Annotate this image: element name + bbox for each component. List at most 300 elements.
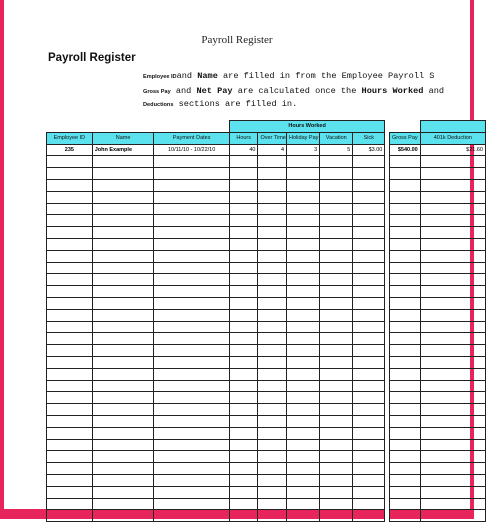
table-cell[interactable] (389, 156, 420, 168)
table-cell[interactable] (420, 238, 485, 250)
table-cell[interactable] (320, 498, 353, 510)
table-cell[interactable] (229, 297, 258, 309)
table-cell[interactable] (420, 463, 485, 475)
table-cell[interactable] (229, 345, 258, 357)
table-cell[interactable] (47, 463, 93, 475)
table-cell[interactable] (389, 368, 420, 380)
table-cell[interactable] (154, 297, 229, 309)
table-cell[interactable] (420, 392, 485, 404)
table-cell[interactable] (47, 451, 93, 463)
table-cell[interactable] (47, 250, 93, 262)
table-cell[interactable] (229, 510, 258, 522)
table-cell[interactable]: 3 (287, 144, 320, 156)
table-cell[interactable] (353, 392, 385, 404)
table-cell[interactable] (92, 309, 154, 321)
table-cell[interactable] (92, 415, 154, 427)
table-cell[interactable] (389, 486, 420, 498)
table-cell[interactable] (47, 262, 93, 274)
table-cell[interactable] (420, 262, 485, 274)
table-cell[interactable] (353, 168, 385, 180)
table-cell[interactable] (47, 345, 93, 357)
table-cell[interactable] (320, 392, 353, 404)
table-cell[interactable] (287, 250, 320, 262)
table-cell[interactable] (420, 179, 485, 191)
table-cell[interactable] (420, 486, 485, 498)
table-cell[interactable] (320, 309, 353, 321)
table-cell[interactable] (229, 486, 258, 498)
table-cell[interactable] (353, 345, 385, 357)
table-cell[interactable] (258, 250, 287, 262)
table-cell[interactable] (287, 463, 320, 475)
table-cell[interactable] (420, 274, 485, 286)
table-cell[interactable] (47, 179, 93, 191)
table-cell[interactable] (353, 215, 385, 227)
table-cell[interactable] (229, 404, 258, 416)
table-cell[interactable] (258, 274, 287, 286)
table-cell[interactable] (154, 451, 229, 463)
table-cell[interactable] (389, 356, 420, 368)
table-cell[interactable] (353, 250, 385, 262)
table-cell[interactable] (389, 179, 420, 191)
table-cell[interactable] (389, 321, 420, 333)
table-cell[interactable] (229, 368, 258, 380)
table-cell[interactable] (287, 415, 320, 427)
table-cell[interactable] (229, 474, 258, 486)
table-cell[interactable] (287, 227, 320, 239)
table-cell[interactable] (47, 286, 93, 298)
table-cell[interactable] (47, 203, 93, 215)
table-cell[interactable] (154, 368, 229, 380)
table-cell[interactable] (229, 191, 258, 203)
table-cell[interactable] (320, 156, 353, 168)
table-cell[interactable] (287, 474, 320, 486)
table-cell[interactable]: John Example (92, 144, 154, 156)
table-cell[interactable] (353, 356, 385, 368)
table-cell[interactable] (92, 274, 154, 286)
table-cell[interactable] (420, 156, 485, 168)
table-cell[interactable] (92, 427, 154, 439)
table-cell[interactable] (320, 510, 353, 522)
table-cell[interactable] (47, 404, 93, 416)
table-cell[interactable] (154, 463, 229, 475)
table-cell[interactable] (229, 250, 258, 262)
table-cell[interactable] (353, 439, 385, 451)
table-cell[interactable] (258, 451, 287, 463)
table-cell[interactable] (47, 392, 93, 404)
table-cell[interactable] (287, 215, 320, 227)
table-cell[interactable] (229, 321, 258, 333)
table-cell[interactable] (420, 427, 485, 439)
table-cell[interactable] (258, 286, 287, 298)
table-cell[interactable] (258, 463, 287, 475)
table-cell[interactable] (258, 156, 287, 168)
table-cell[interactable] (420, 203, 485, 215)
table-cell[interactable] (92, 297, 154, 309)
table-cell[interactable] (320, 451, 353, 463)
table-cell[interactable] (420, 333, 485, 345)
table-cell[interactable] (154, 486, 229, 498)
table-cell[interactable] (258, 238, 287, 250)
table-cell[interactable] (320, 333, 353, 345)
table-cell[interactable] (353, 486, 385, 498)
table-cell[interactable] (287, 238, 320, 250)
table-cell[interactable] (320, 250, 353, 262)
table-cell[interactable] (320, 368, 353, 380)
table-cell[interactable] (154, 309, 229, 321)
table-cell[interactable] (287, 179, 320, 191)
table-cell[interactable] (258, 168, 287, 180)
table-cell[interactable] (154, 380, 229, 392)
table-cell[interactable] (389, 297, 420, 309)
table-cell[interactable] (320, 380, 353, 392)
table-cell[interactable] (47, 415, 93, 427)
table-cell[interactable] (92, 486, 154, 498)
table-cell[interactable] (320, 274, 353, 286)
table-cell[interactable] (287, 168, 320, 180)
table-cell[interactable] (420, 474, 485, 486)
table-cell[interactable] (47, 368, 93, 380)
table-cell[interactable] (389, 345, 420, 357)
table-cell[interactable] (389, 451, 420, 463)
table-cell[interactable] (47, 486, 93, 498)
table-cell[interactable] (47, 156, 93, 168)
table-cell[interactable] (229, 156, 258, 168)
table-cell[interactable] (154, 498, 229, 510)
table-cell[interactable] (92, 333, 154, 345)
table-cell[interactable] (420, 227, 485, 239)
table-cell[interactable] (420, 215, 485, 227)
table-cell[interactable] (154, 356, 229, 368)
table-cell[interactable] (353, 474, 385, 486)
table-cell[interactable] (47, 333, 93, 345)
table-cell[interactable] (287, 510, 320, 522)
table-cell[interactable] (258, 191, 287, 203)
table-cell[interactable] (154, 427, 229, 439)
table-cell[interactable] (154, 250, 229, 262)
table-cell[interactable] (92, 262, 154, 274)
table-cell[interactable] (389, 380, 420, 392)
table-cell[interactable] (229, 215, 258, 227)
table-cell[interactable]: 40 (229, 144, 258, 156)
table-cell[interactable] (389, 510, 420, 522)
table-cell[interactable] (389, 415, 420, 427)
table-cell[interactable] (47, 297, 93, 309)
table-cell[interactable] (389, 238, 420, 250)
table-cell[interactable] (287, 486, 320, 498)
table-cell[interactable] (287, 262, 320, 274)
table-cell[interactable] (320, 191, 353, 203)
table-cell[interactable] (420, 297, 485, 309)
table-cell[interactable] (420, 368, 485, 380)
table-cell[interactable] (353, 463, 385, 475)
table-cell[interactable] (47, 238, 93, 250)
table-cell[interactable] (353, 333, 385, 345)
table-cell[interactable] (47, 474, 93, 486)
table-cell[interactable] (320, 215, 353, 227)
table-cell[interactable] (229, 203, 258, 215)
table-cell[interactable] (420, 356, 485, 368)
table-cell[interactable] (353, 309, 385, 321)
table-cell[interactable] (92, 250, 154, 262)
table-cell[interactable] (420, 309, 485, 321)
table-cell[interactable] (353, 203, 385, 215)
table-cell[interactable] (154, 415, 229, 427)
table-cell[interactable] (47, 356, 93, 368)
table-cell[interactable] (92, 380, 154, 392)
table-cell[interactable] (92, 215, 154, 227)
table-cell[interactable] (320, 415, 353, 427)
table-cell[interactable] (92, 404, 154, 416)
table-cell[interactable] (320, 262, 353, 274)
table-cell[interactable] (287, 451, 320, 463)
table-cell[interactable] (353, 498, 385, 510)
table-cell[interactable] (47, 427, 93, 439)
table-cell[interactable] (420, 439, 485, 451)
table-cell[interactable] (287, 321, 320, 333)
table-cell[interactable] (154, 191, 229, 203)
table-cell[interactable] (320, 404, 353, 416)
table-cell[interactable] (154, 215, 229, 227)
table-cell[interactable] (420, 286, 485, 298)
table-cell[interactable] (287, 156, 320, 168)
table-cell[interactable] (420, 168, 485, 180)
table-cell[interactable] (92, 356, 154, 368)
table-cell[interactable] (353, 297, 385, 309)
table-cell[interactable] (353, 179, 385, 191)
table-cell[interactable] (287, 498, 320, 510)
table-cell[interactable] (287, 439, 320, 451)
table-cell[interactable] (389, 215, 420, 227)
table-cell[interactable] (353, 451, 385, 463)
table-cell[interactable] (353, 274, 385, 286)
table-cell[interactable] (47, 168, 93, 180)
table-cell[interactable] (47, 439, 93, 451)
table-cell[interactable] (92, 510, 154, 522)
table-cell[interactable] (258, 297, 287, 309)
table-cell[interactable] (258, 309, 287, 321)
table-cell[interactable] (320, 203, 353, 215)
table-cell[interactable] (154, 345, 229, 357)
table-cell[interactable] (92, 227, 154, 239)
table-cell[interactable] (287, 427, 320, 439)
table-cell[interactable] (353, 321, 385, 333)
table-cell[interactable] (353, 510, 385, 522)
table-cell[interactable] (154, 439, 229, 451)
table-cell[interactable] (229, 309, 258, 321)
table-cell[interactable] (92, 168, 154, 180)
table-cell[interactable]: 10/11/10 - 10/22/10 (154, 144, 229, 156)
table-cell[interactable] (320, 486, 353, 498)
table-cell[interactable] (258, 215, 287, 227)
table-cell[interactable] (92, 345, 154, 357)
table-cell[interactable] (154, 274, 229, 286)
table-cell[interactable] (92, 179, 154, 191)
table-cell[interactable] (47, 309, 93, 321)
table-cell[interactable]: 4 (258, 144, 287, 156)
table-cell[interactable] (287, 297, 320, 309)
table-cell[interactable] (229, 380, 258, 392)
table-cell[interactable] (258, 262, 287, 274)
table-cell[interactable] (389, 392, 420, 404)
table-cell[interactable] (287, 368, 320, 380)
table-cell[interactable] (229, 439, 258, 451)
table-cell[interactable] (420, 345, 485, 357)
table-cell[interactable] (353, 286, 385, 298)
table-cell[interactable] (47, 215, 93, 227)
table-cell[interactable] (47, 227, 93, 239)
table-cell[interactable] (389, 250, 420, 262)
table-cell[interactable] (389, 168, 420, 180)
table-cell[interactable] (389, 463, 420, 475)
table-cell[interactable] (258, 510, 287, 522)
table-cell[interactable] (389, 474, 420, 486)
table-cell[interactable] (154, 203, 229, 215)
table-cell[interactable] (320, 345, 353, 357)
table-cell[interactable] (258, 415, 287, 427)
table-cell[interactable] (287, 392, 320, 404)
table-cell[interactable] (287, 274, 320, 286)
table-cell[interactable] (92, 321, 154, 333)
table-cell[interactable] (154, 404, 229, 416)
table-cell[interactable] (389, 404, 420, 416)
table-cell[interactable] (389, 427, 420, 439)
table-cell[interactable] (154, 168, 229, 180)
table-cell[interactable] (47, 191, 93, 203)
table-cell[interactable] (389, 203, 420, 215)
table-cell[interactable]: 5 (320, 144, 353, 156)
table-cell[interactable] (258, 486, 287, 498)
table-cell[interactable] (389, 309, 420, 321)
table-cell[interactable] (258, 356, 287, 368)
table-cell[interactable] (229, 451, 258, 463)
table-cell[interactable] (154, 321, 229, 333)
table-cell[interactable] (320, 474, 353, 486)
table-cell[interactable] (154, 156, 229, 168)
table-cell[interactable] (229, 427, 258, 439)
table-cell[interactable] (92, 498, 154, 510)
table-cell[interactable] (287, 380, 320, 392)
table-cell[interactable] (420, 451, 485, 463)
table-cell[interactable] (92, 439, 154, 451)
table-cell[interactable] (420, 321, 485, 333)
table-cell[interactable]: $540.00 (389, 144, 420, 156)
table-cell[interactable] (154, 227, 229, 239)
table-cell[interactable] (389, 498, 420, 510)
table-cell[interactable] (47, 510, 93, 522)
table-cell[interactable] (229, 227, 258, 239)
table-cell[interactable] (258, 427, 287, 439)
table-cell[interactable] (258, 439, 287, 451)
table-cell[interactable] (389, 274, 420, 286)
table-cell[interactable] (229, 286, 258, 298)
table-cell[interactable] (47, 321, 93, 333)
table-cell[interactable] (229, 333, 258, 345)
table-cell[interactable] (258, 498, 287, 510)
table-cell[interactable] (320, 427, 353, 439)
table-cell[interactable] (320, 286, 353, 298)
table-cell[interactable] (258, 392, 287, 404)
table-cell[interactable] (258, 203, 287, 215)
table-cell[interactable] (353, 368, 385, 380)
table-cell[interactable] (92, 156, 154, 168)
table-cell[interactable] (353, 262, 385, 274)
table-cell[interactable] (92, 451, 154, 463)
table-cell[interactable] (92, 392, 154, 404)
table-cell[interactable] (154, 179, 229, 191)
table-cell[interactable] (229, 262, 258, 274)
table-cell[interactable] (420, 404, 485, 416)
table-cell[interactable] (92, 286, 154, 298)
table-cell[interactable] (47, 498, 93, 510)
table-cell[interactable] (420, 250, 485, 262)
table-cell[interactable] (154, 392, 229, 404)
table-cell[interactable] (287, 203, 320, 215)
table-cell[interactable] (353, 156, 385, 168)
table-cell[interactable] (229, 415, 258, 427)
table-cell[interactable] (420, 498, 485, 510)
table-cell[interactable] (258, 227, 287, 239)
table-cell[interactable] (320, 463, 353, 475)
table-cell[interactable] (229, 238, 258, 250)
table-cell[interactable] (320, 297, 353, 309)
table-cell[interactable] (258, 321, 287, 333)
table-cell[interactable] (320, 321, 353, 333)
table-cell[interactable] (389, 286, 420, 298)
table-cell[interactable] (229, 274, 258, 286)
table-cell[interactable] (154, 510, 229, 522)
table-cell[interactable] (287, 286, 320, 298)
table-cell[interactable] (353, 191, 385, 203)
table-cell[interactable] (229, 498, 258, 510)
table-cell[interactable] (154, 238, 229, 250)
table-cell[interactable] (154, 333, 229, 345)
table-cell[interactable] (258, 179, 287, 191)
table-cell[interactable] (320, 238, 353, 250)
table-cell[interactable] (92, 474, 154, 486)
table-cell[interactable] (258, 404, 287, 416)
table-cell[interactable] (229, 168, 258, 180)
table-cell[interactable] (353, 380, 385, 392)
table-cell[interactable] (320, 439, 353, 451)
table-cell[interactable] (154, 262, 229, 274)
table-cell[interactable] (389, 191, 420, 203)
table-cell[interactable] (287, 345, 320, 357)
table-cell[interactable] (353, 404, 385, 416)
table-cell[interactable] (154, 474, 229, 486)
table-cell[interactable] (353, 227, 385, 239)
table-cell[interactable] (353, 238, 385, 250)
table-cell[interactable] (420, 191, 485, 203)
table-cell[interactable] (154, 286, 229, 298)
table-cell[interactable] (92, 191, 154, 203)
table-cell[interactable] (287, 333, 320, 345)
table-cell[interactable] (320, 356, 353, 368)
table-cell[interactable] (287, 404, 320, 416)
table-cell[interactable]: 235 (47, 144, 93, 156)
table-cell[interactable] (353, 427, 385, 439)
table-cell[interactable] (258, 380, 287, 392)
table-cell[interactable] (287, 356, 320, 368)
table-cell[interactable] (47, 380, 93, 392)
table-cell[interactable] (258, 368, 287, 380)
table-cell[interactable] (389, 227, 420, 239)
table-cell[interactable] (389, 333, 420, 345)
table-cell[interactable] (92, 368, 154, 380)
table-cell[interactable] (320, 179, 353, 191)
table-cell[interactable] (229, 179, 258, 191)
table-cell[interactable] (229, 356, 258, 368)
table-cell[interactable] (258, 333, 287, 345)
